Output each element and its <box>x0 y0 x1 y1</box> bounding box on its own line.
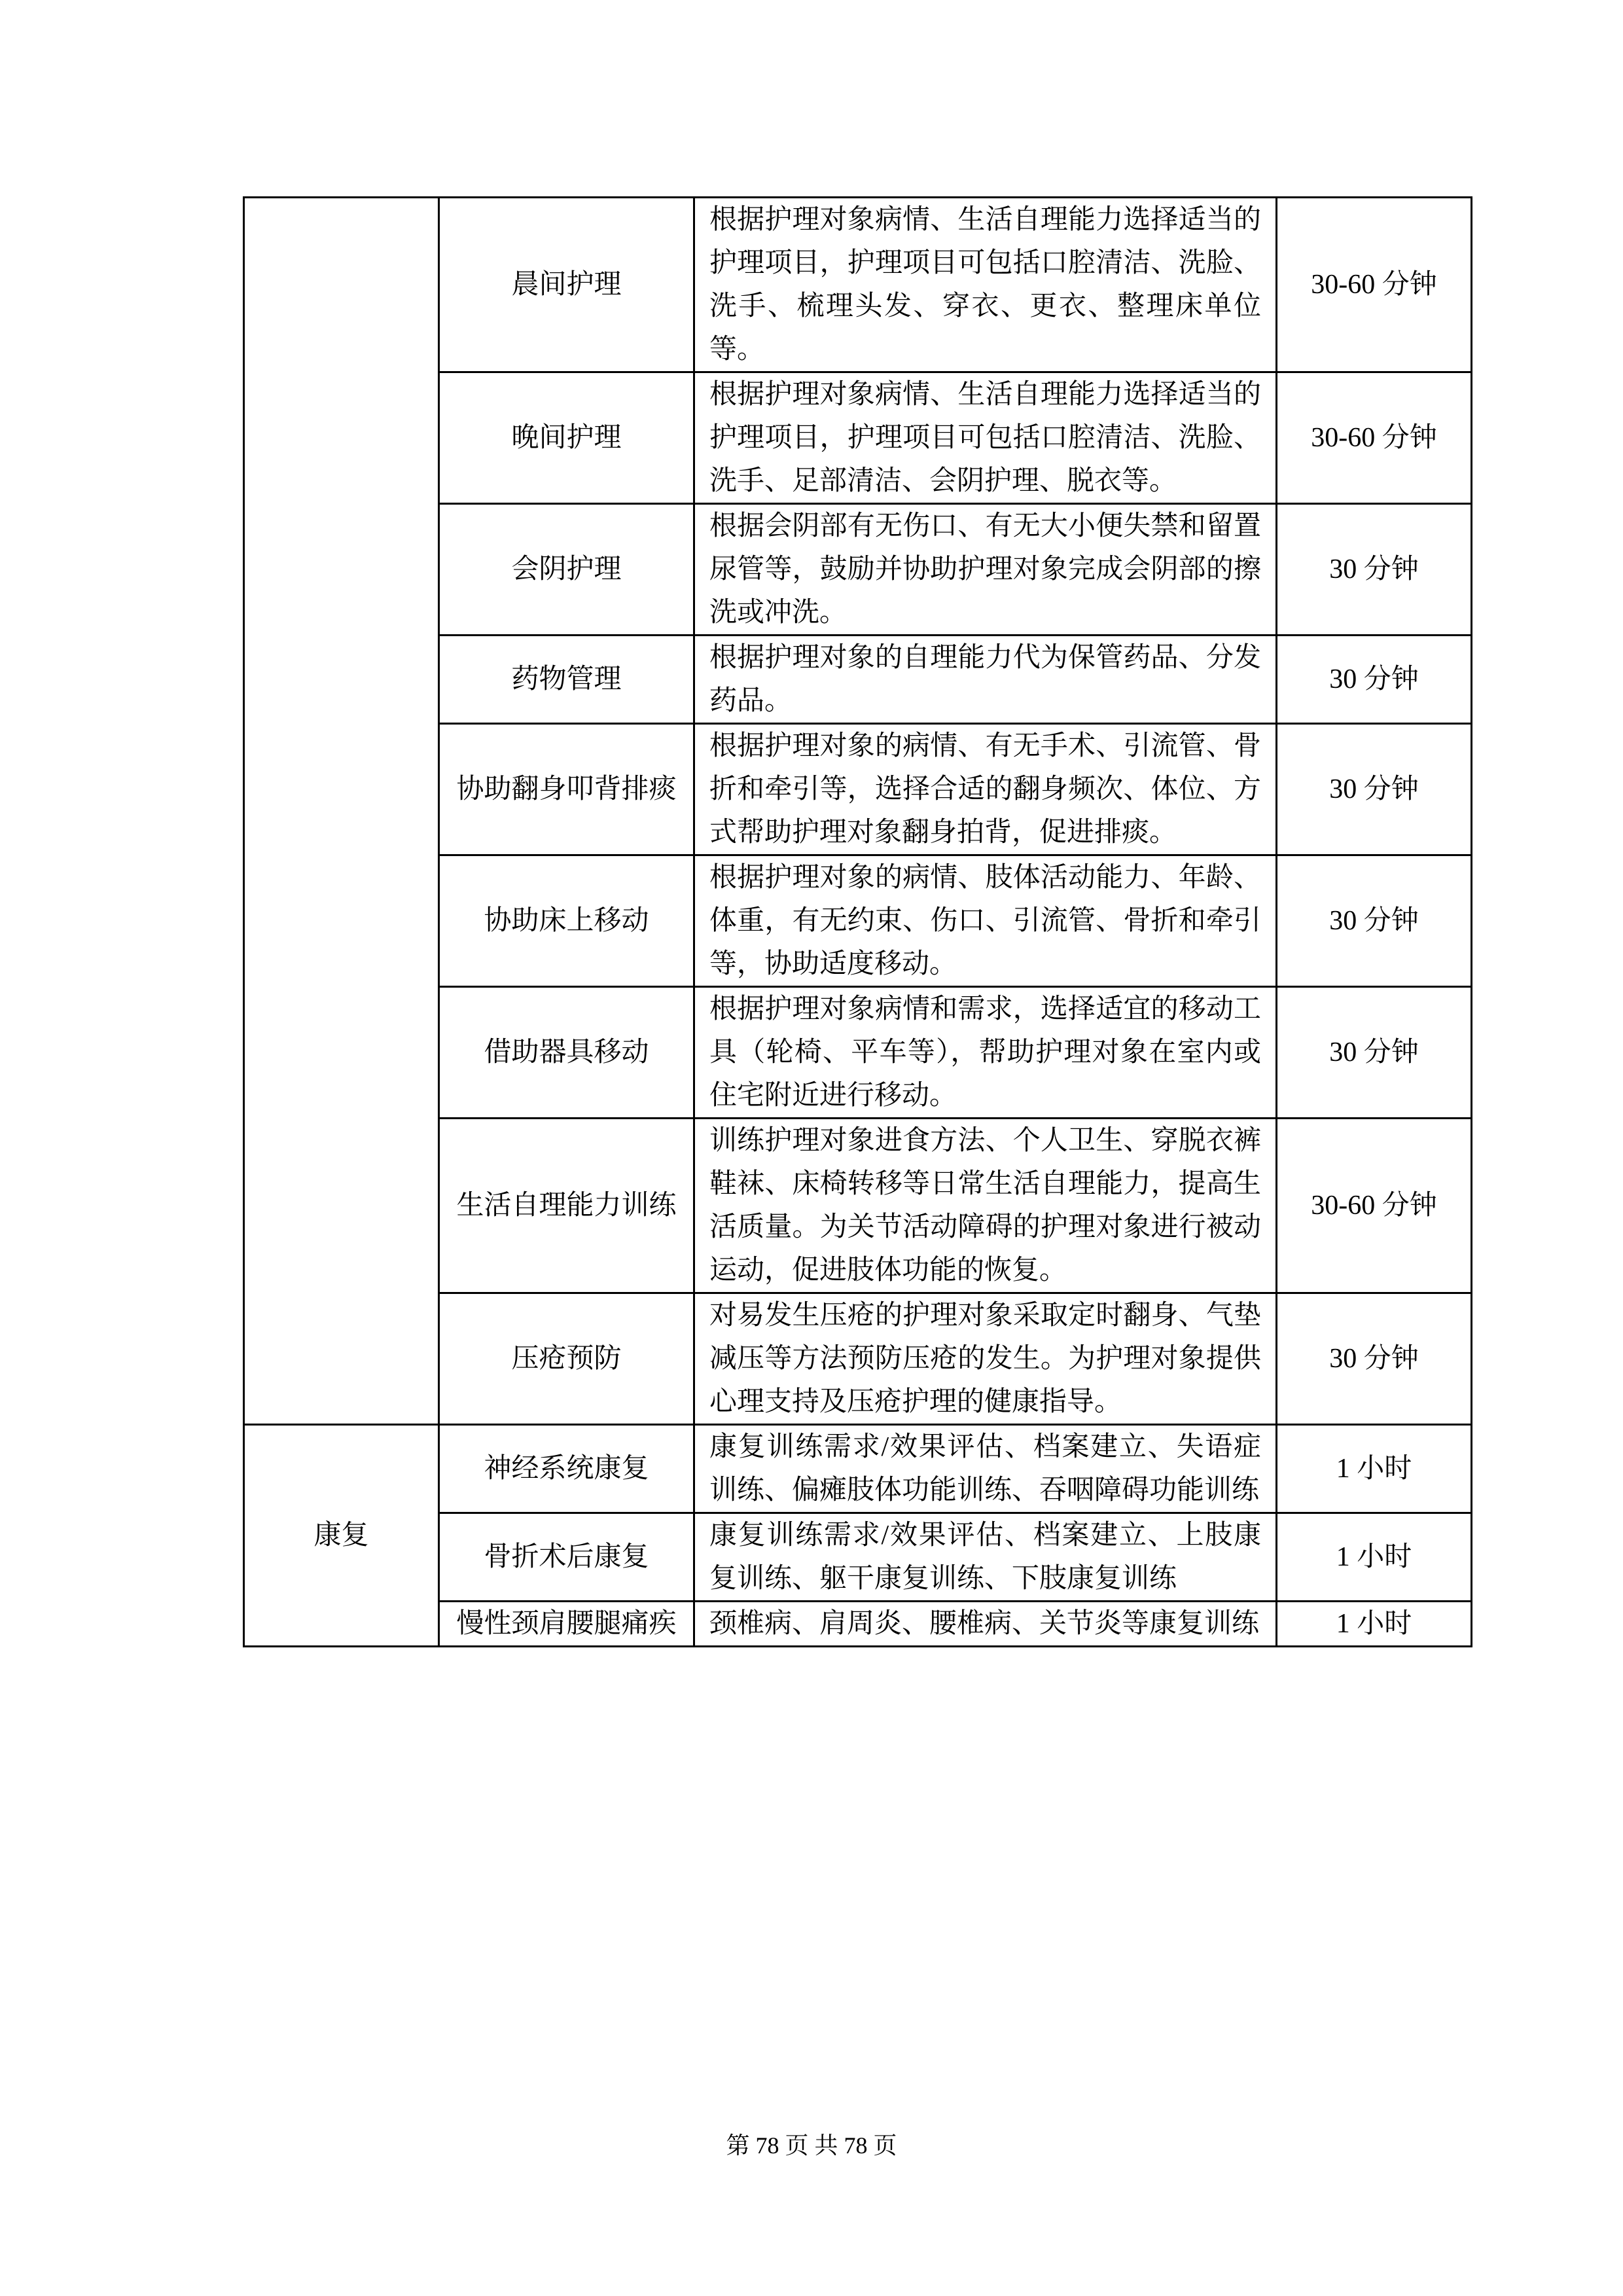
category-cell-rehab: 康复 <box>244 1425 439 1647</box>
service-duration: 30 分钟 <box>1277 504 1472 636</box>
service-duration: 1 小时 <box>1277 1513 1472 1602</box>
service-duration: 30 分钟 <box>1277 724 1472 855</box>
service-desc: 根据护理对象的病情、肢体活动能力、年龄、体重，有无约束、伤口、引流管、骨折和牵引等，协助适度移动。 <box>694 855 1277 987</box>
service-desc: 颈椎病、肩周炎、腰椎病、关节炎等康复训练 <box>694 1602 1277 1647</box>
service-duration: 1 小时 <box>1277 1602 1472 1647</box>
service-name: 生活自理能力训练 <box>439 1119 694 1293</box>
service-name: 会阴护理 <box>439 504 694 636</box>
service-name: 药物管理 <box>439 636 694 724</box>
service-name: 慢性颈肩腰腿痛疾 <box>439 1602 694 1647</box>
service-table <box>243 196 1472 1647</box>
service-name: 晨间护理 <box>439 198 694 372</box>
table-row <box>244 198 1472 372</box>
service-duration: 30 分钟 <box>1277 1293 1472 1425</box>
service-name: 借助器具移动 <box>439 987 694 1119</box>
service-duration: 1 小时 <box>1277 1425 1472 1513</box>
service-name: 协助床上移动 <box>439 855 694 987</box>
service-duration: 30 分钟 <box>1277 987 1472 1119</box>
service-name: 神经系统康复 <box>439 1425 694 1513</box>
service-duration: 30-60 分钟 <box>1277 1119 1472 1293</box>
table-row <box>244 1425 1472 1513</box>
service-duration: 30 分钟 <box>1277 855 1472 987</box>
service-desc: 根据护理对象的病情、有无手术、引流管、骨折和牵引等，选择合适的翻身频次、体位、方式帮助护理对象翻身拍背，促进排痰。 <box>694 724 1277 855</box>
page-footer: 第 78 页 共 78 页 <box>726 2132 897 2159</box>
service-desc: 训练护理对象进食方法、个人卫生、穿脱衣裤鞋袜、床椅转移等日常生活自理能力，提高生活质量。为关节活动障碍的护理对象进行被动运动，促进肢体功能的恢复。 <box>694 1119 1277 1293</box>
service-name: 压疮预防 <box>439 1293 694 1425</box>
service-desc: 根据护理对象病情、生活自理能力选择适当的护理项目，护理项目可包括口腔清洁、洗脸、洗手、足部清洁、会阴护理、脱衣等。 <box>694 372 1277 504</box>
service-duration: 30 分钟 <box>1277 636 1472 724</box>
service-desc: 根据护理对象的自理能力代为保管药品、分发药品。 <box>694 636 1277 724</box>
category-cell-empty <box>244 198 439 1425</box>
service-desc: 康复训练需求/效果评估、档案建立、上肢康复训练、躯干康复训练、下肢康复训练 <box>694 1513 1277 1602</box>
service-duration: 30-60 分钟 <box>1277 372 1472 504</box>
service-desc: 根据会阴部有无伤口、有无大小便失禁和留置尿管等，鼓励并协助护理对象完成会阴部的擦洗或冲洗。 <box>694 504 1277 636</box>
service-name: 晚间护理 <box>439 372 694 504</box>
service-desc: 对易发生压疮的护理对象采取定时翻身、气垫减压等方法预防压疮的发生。为护理对象提供心理支持及压疮护理的健康指导。 <box>694 1293 1277 1425</box>
service-duration: 30-60 分钟 <box>1277 198 1472 372</box>
service-name: 骨折术后康复 <box>439 1513 694 1602</box>
service-desc: 根据护理对象病情、生活自理能力选择适当的护理项目，护理项目可包括口腔清洁、洗脸、洗手、梳理头发、穿衣、更衣、整理床单位等。 <box>694 198 1277 372</box>
service-desc: 根据护理对象病情和需求，选择适宜的移动工具（轮椅、平车等），帮助护理对象在室内或住宅附近进行移动。 <box>694 987 1277 1119</box>
service-desc: 康复训练需求/效果评估、档案建立、失语症训练、偏瘫肢体功能训练、吞咽障碍功能训练 <box>694 1425 1277 1513</box>
service-name: 协助翻身叩背排痰 <box>439 724 694 855</box>
